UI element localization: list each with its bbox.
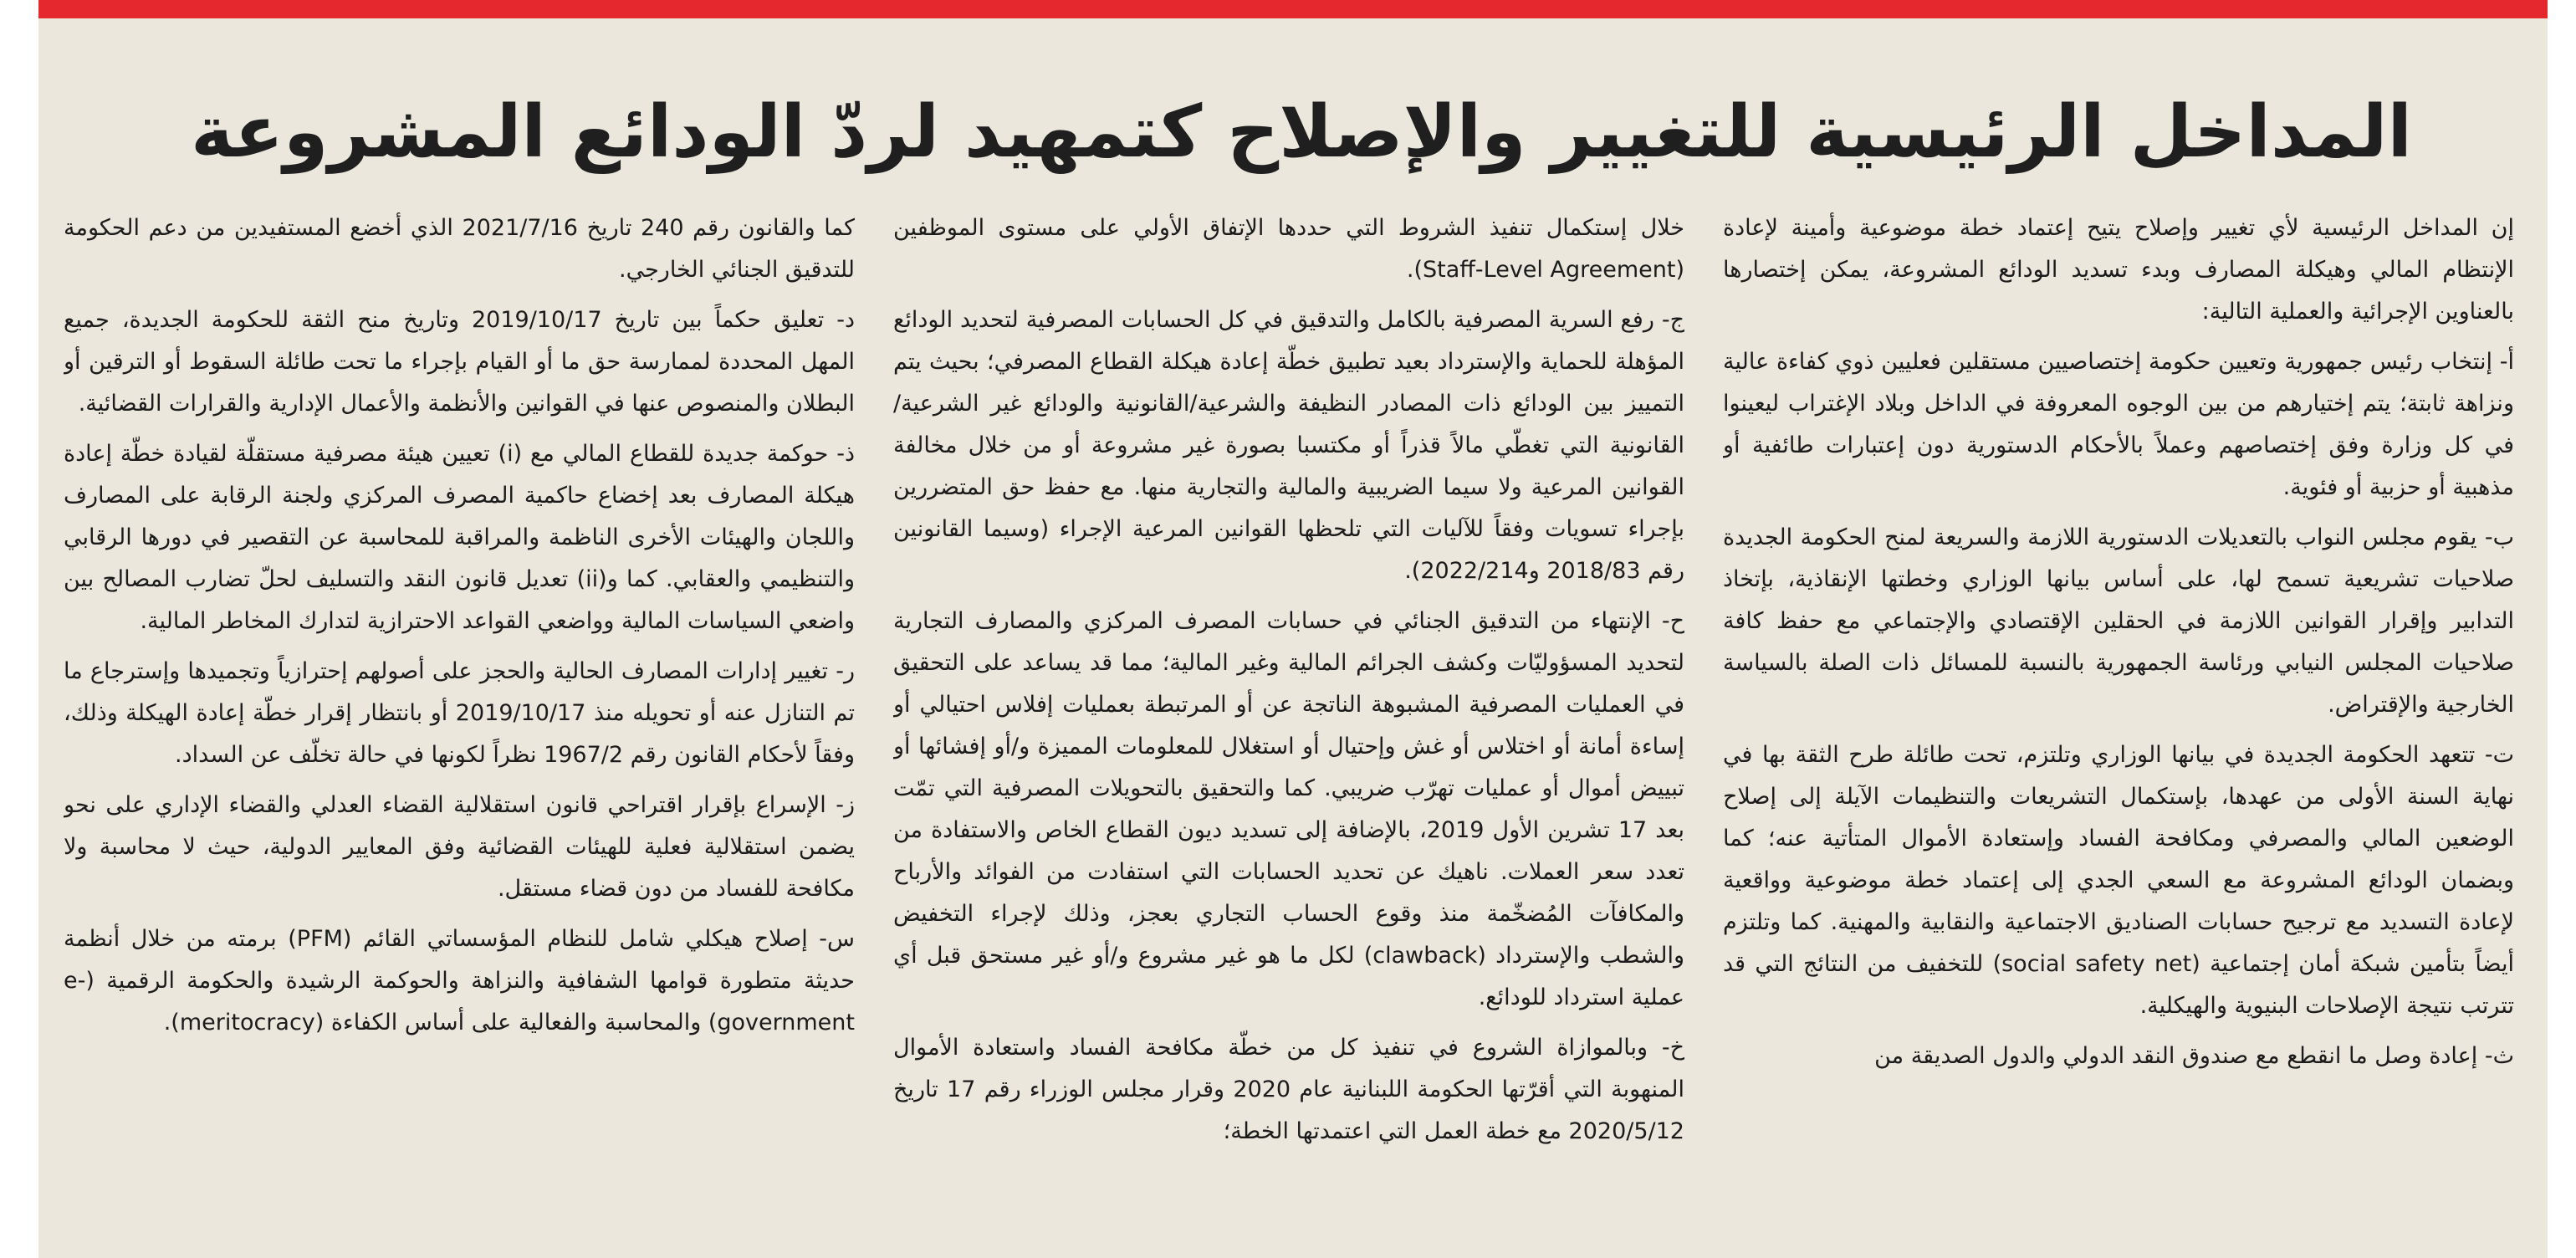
newspaper-page xyxy=(38,0,2548,1258)
top-red-rule xyxy=(38,0,2548,18)
paragraph: ج- رفع السرية المصرفية بالكامل والتدقيق في كل الحسابات المصرفية لتحديد الودائع المؤهلة للحماية والإسترداد بعيد تطبيق خطّة إعادة هيكلة القطاع المصرفي؛ بحيث يتم التمييز بين الودائع ذات المصادر النظيفة والشرعية/القانونية والودائع غير الشرعية/القانونية التي تغطّي مالاً قذراً أو مكتسبا بصورة غير مشروعة أو من خلال مخالفة القوانين المرعية ولا سيما الضريبية والمالية والتجارية منها. مع حفظ حق المتضررين بإجراء تسويات وفقاً للآليات التي تلحظها القوانين المرعية الإجراء (وسيما القانونين رقم 2018/83 و2022/214). xyxy=(893,307,1684,584)
paragraph: خ- وبالموازاة الشروع في تنفيذ كل من خطّة مكافحة الفساد واستعادة الأموال المنهوبة التي أقرّتها الحكومة اللبنانية عام 2020 وقرار مجلس الوزراء رقم 17 تاريخ 2020/5/12 مع خطة العمل التي اعتمدتها الخطة؛ xyxy=(893,1035,1684,1144)
headline: المداخل الرئيسية للتغيير والإصلاح كتمهيد لردّ الودائع المشروعة xyxy=(191,90,2412,174)
paragraph: ر- تغيير إدارات المصارف الحالية والحجز على أصولهم إحترازياً وتجميدها وإسترجاع ما تم التنازل عنه أو تحويله منذ 2019/10/17 أو بانتظار إقرار خطّة إعادة الهيكلة وذلك، وفقاً لأحكام القانون رقم 1967/2 نظراً لكونها في حالة تخلّف عن السداد. xyxy=(64,658,855,768)
article-column-middle xyxy=(893,207,1684,1228)
paragraph: د- تعليق حكماً بين تاريخ 2019/10/17 وتاريخ منح الثقة للحكومة الجديدة، جميع المهل المحددة لممارسة حق ما أو القيام بإجراء ما تحت طائلة السقوط أو الترقين أو البطلان والمنصوص عنها في القوانين والأنظمة والأعمال الإدارية والقرارات القضائية. xyxy=(64,307,855,417)
paragraph: ذ- حوكمة جديدة للقطاع المالي مع (i) تعيين هيئة مصرفية مستقلّة لقيادة خطّة إعادة هيكلة المصارف بعد إخضاع حاكمية المصرف المركزي ولجنة الرقابة على المصارف واللجان والهيئات الأخرى الناظمة والمراقبة للمحاسبة عن التقصير في دورها الرقابي والتنظيمي والعقابي. كما و(ii) تعديل قانون النقد والتسليف لحلّ تضارب المصالح بين واضعي السياسات المالية وواضعي القواعد الاحترازية لتدارك المخاطر المالية. xyxy=(64,441,855,634)
paragraph: إن المداخل الرئيسية لأي تغيير وإصلاح يتيح إعتماد خطة موضوعية وأمينة لإعادة الإنتظام المالي وهيكلة المصارف وبدء تسديد الودائع المشروعة، يمكن إختصارها بالعناوين الإجرائية والعملية التالية: xyxy=(1723,215,2514,325)
paragraph: أ- إنتخاب رئيس جمهورية وتعيين حكومة إختصاصيين مستقلين فعليين ذوي كفاءة عالية ونزاهة ثابتة؛ يتم إختيارهم من بين الوجوه المعروفة في الداخل وبلاد الإغتراب ليعينوا في كل وزارة وفق إختصاصهم وعملاً بالأحكام الدستورية دون إعتبارات طائفية أو مذهبية أو حزبية أو فئوية. xyxy=(1723,349,2514,500)
article-column-left xyxy=(64,207,855,1228)
paragraph: خلال إستكمال تنفيذ الشروط التي حددها الإتفاق الأولي على مستوى الموظفين (Staff-Level Agreement). xyxy=(893,215,1684,283)
paragraph: ث- إعادة وصل ما انقطع مع صندوق النقد الدولي والدول الصديقة من xyxy=(1874,1043,2514,1069)
article-column-right xyxy=(1723,207,2514,1228)
paragraph: ح- الإنتهاء من التدقيق الجنائي في حسابات المصرف المركزي والمصارف التجارية لتحديد المسؤوليّات وكشف الجرائم المالية وغير المالية؛ مما قد يساعد على التحقيق في العمليات المصرفية المشبوهة الناتجة عن أو المرتبطة بعمليات إفلاس احتيالي أو إساءة أمانة أو اختلاس أو غش وإحتيال أو استغلال للمعلومات المميزة و/أو إفشائها أو تبييض أموال أو عمليات تهرّب ضريبي. كما والتحقيق بالتحويلات المصرفية التي تمّت بعد 17 تشرين الأول 2019، بالإضافة إلى تسديد ديون القطاع الخاص والاستفادة من تعدد سعر العملات. ناهيك عن تحديد الحسابات التي استفادت من الفوائد والأرباح والمكافآت المُضخّمة منذ وقوع الحساب التجاري بعجز، وذلك لإجراء التخفيض والشطب والإسترداد (clawback) لكل ما هو غير مشروع و/أو غير مستحق قبل أي عملية استرداد للودائع. xyxy=(893,608,1684,1010)
paragraph: ب- يقوم مجلس النواب بالتعديلات الدستورية اللازمة والسريعة لمنح الحكومة الجديدة صلاحيات تشريعية تسمح لها، على أساس بيانها الوزاري وخطتها الإنقاذية، بإتخاذ التدابير وإقرار القوانين اللازمة في الحقلين الإقتصادي والإجتماعي مع حفظ كافة صلاحيات المجلس النيابي ورئاسة الجمهورية بالنسبة للمسائل ذات الصلة بالسياسة الخارجية والإقتراض. xyxy=(1723,524,2514,718)
paragraph: ز- الإسراع بإقرار اقتراحي قانون استقلالية القضاء العدلي والقضاء الإداري على نحو يضمن استقلالية فعلية للهيئات القضائية وفق المعايير الدولية، حيث لا محاسبة ولا مكافحة للفساد من دون قضاء مستقل. xyxy=(64,792,855,902)
paragraph: ت- تتعهد الحكومة الجديدة في بيانها الوزاري وتلتزم، تحت طائلة طرح الثقة بها في نهاية السنة الأولى من عهدها، بإستكمال التشريعات والتنظيمات الآيلة إلى إصلاح الوضعين المالي والمصرفي ومكافحة الفساد وإستعادة الأموال المتأتية عنه؛ كما وبضمان الودائع المشروعة مع السعي الجدي إلى إعتماد خطة موضوعية وواقعية لإعادة التسديد مع ترجيح حسابات الصناديق الاجتماعية والنقابية والمهنية. كما وتلتزم أيضاً بتأمين شبكة أمان إجتماعية (social safety net) للتخفيف من النتائج التي قد تترتب نتيجة الإصلاحات البنيوية والهيكلية. xyxy=(1723,742,2514,1019)
paragraph: س- إصلاح هيكلي شامل للنظام المؤسساتي القائم (PFM) برمته من خلال أنظمة حديثة متطورة قوامها الشفافية والنزاهة والحوكمة الرشيدة والحكومة الرقمية (e-government) والمحاسبة والفعالية على أساس الكفاءة (meritocracy). xyxy=(64,926,855,1036)
article-body xyxy=(64,207,2514,1228)
paragraph: كما والقانون رقم 240 تاريخ 2021/7/16 الذي أخضع المستفيدين من دعم الحكومة للتدقيق الجنائي الخارجي. xyxy=(64,215,855,283)
